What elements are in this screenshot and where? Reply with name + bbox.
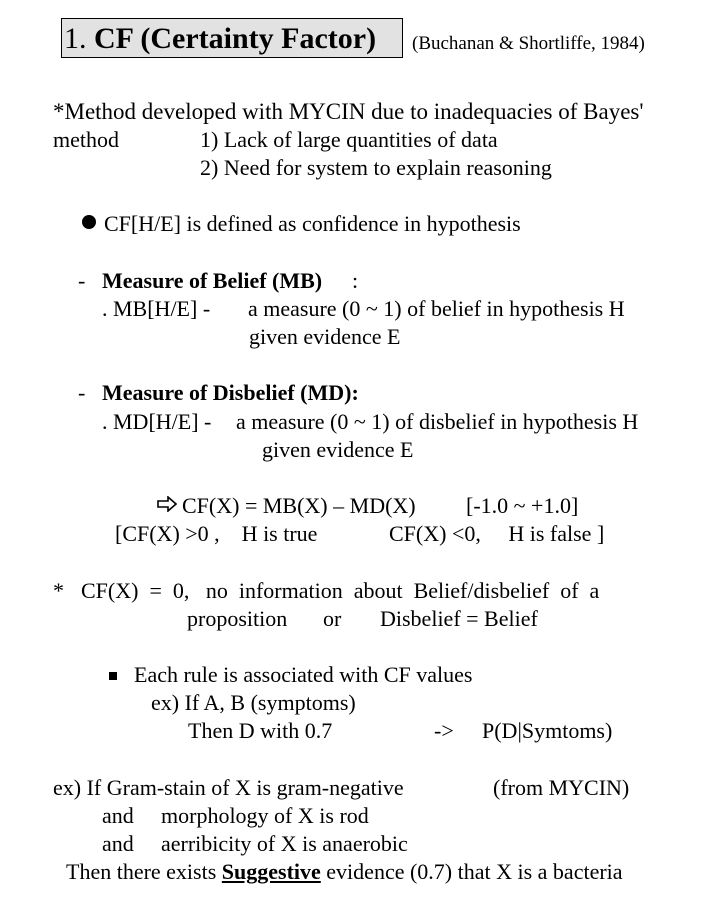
zero-note-star: * xyxy=(53,578,64,603)
mycin-then-prefix: Then there exists xyxy=(66,859,217,884)
rule-then: Then D with 0.7 xyxy=(188,718,333,743)
title-main: CF (Certainty Factor) xyxy=(94,22,377,55)
mb-heading: Measure of Belief (MB) xyxy=(102,268,323,293)
mycin-and-1: morphology of X is rod xyxy=(161,803,369,828)
intro-reason-2: 2) Need for system to explain reasoning xyxy=(200,155,552,180)
rule-probability: P(D|Symtoms) xyxy=(482,718,613,743)
rule-example: ex) If A, B (symptoms) xyxy=(151,690,356,715)
mb-desc-2: given evidence E xyxy=(249,324,401,349)
zero-note-disbelief: Disbelief = Belief xyxy=(380,606,538,631)
cf-definition: CF[H/E] is defined as confidence in hypothesis xyxy=(104,211,521,236)
md-desc-1: a measure (0 ~ 1) of disbelief in hypothesis H xyxy=(236,409,639,434)
title-citation: (Buchanan & Shortliffe, 1984) xyxy=(412,33,645,54)
mycin-if: ex) If Gram-stain of X is gram-negative xyxy=(53,775,404,800)
rule-text: Each rule is associated with CF values xyxy=(134,662,473,687)
title-number: 1. xyxy=(64,22,87,55)
cf-condition-true: [CF(X) >0 , H is true xyxy=(115,521,318,546)
mycin-and-1-keyword: and xyxy=(102,803,134,828)
rule-arrow: -> xyxy=(434,718,454,743)
intro-reason-1: 1) Lack of large quantities of data xyxy=(200,127,498,152)
bullet-square-icon xyxy=(109,672,117,680)
zero-note-or: or xyxy=(323,606,342,631)
zero-note-proposition: proposition xyxy=(187,606,288,631)
md-desc-2: given evidence E xyxy=(262,437,414,462)
mycin-and-2: aerribicity of X is anaerobic xyxy=(161,831,408,856)
mycin-and-2-keyword: and xyxy=(102,831,134,856)
mb-label: . MB[H/E] - xyxy=(102,296,211,321)
mycin-source: (from MYCIN) xyxy=(493,775,630,800)
cf-range: [-1.0 ~ +1.0] xyxy=(466,493,579,518)
cf-equation: CF(X) = MB(X) – MD(X) xyxy=(182,493,416,518)
cf-condition-false: CF(X) <0, H is false ] xyxy=(389,521,605,546)
md-heading: Measure of Disbelief (MD): xyxy=(102,380,359,405)
zero-note-line1: CF(X) = 0, no information about Belief/disbelief of a xyxy=(81,578,600,603)
page-title xyxy=(64,24,376,54)
intro-line1: *Method developed with MYCIN due to inadequacies of Bayes' xyxy=(53,99,644,124)
mb-colon: : xyxy=(352,268,359,293)
mycin-then-emphasis: Suggestive xyxy=(221,859,321,884)
hollow-right-arrow-icon xyxy=(157,496,177,512)
md-label: . MD[H/E] - xyxy=(102,409,212,434)
md-dash: - xyxy=(78,380,86,405)
mycin-then-line xyxy=(66,861,623,883)
mycin-then-suffix: evidence (0.7) that X is a bacteria xyxy=(326,859,623,884)
mb-desc-1: a measure (0 ~ 1) of belief in hypothesis H xyxy=(248,296,625,321)
mb-dash: - xyxy=(78,268,86,293)
intro-method-word: method xyxy=(53,127,119,152)
bullet-dot-icon xyxy=(82,215,96,229)
